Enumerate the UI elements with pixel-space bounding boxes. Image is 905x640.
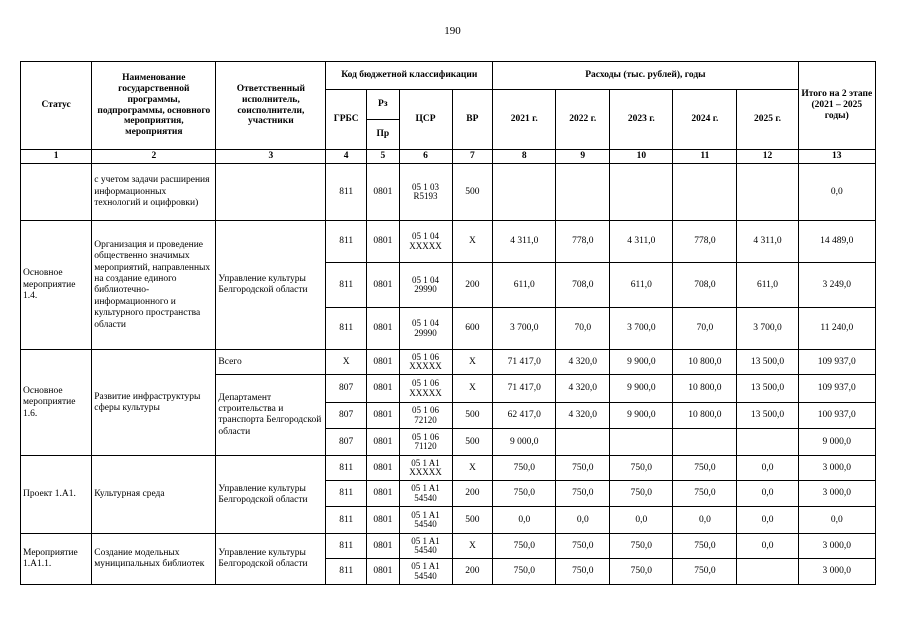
value-2022: 750,0 xyxy=(556,456,610,481)
value-2021: 611,0 xyxy=(493,263,556,308)
value-2021: 71 417,0 xyxy=(493,375,556,403)
value-2024: 750,0 xyxy=(673,559,737,585)
value-2023: 750,0 xyxy=(610,559,673,585)
rzpr-cell: 0801 xyxy=(367,164,400,221)
value-2024 xyxy=(673,429,737,456)
value-2021: 4 311,0 xyxy=(493,221,556,263)
csr-cell: 05 1 A1 54540 xyxy=(399,559,452,585)
budget-table xyxy=(20,61,876,585)
rzpr-cell: 0801 xyxy=(367,375,400,403)
csr-cell: 05 1 A1 XXXXX xyxy=(399,456,452,481)
header-rz: Рз xyxy=(367,90,400,120)
rzpr-cell: 0801 xyxy=(367,534,400,559)
value-2024: 70,0 xyxy=(673,308,737,350)
value-2021: 71 417,0 xyxy=(493,350,556,375)
value-2023: 9 900,0 xyxy=(610,375,673,403)
csr-cell: 05 1 04 XXXXX xyxy=(399,221,452,263)
value-2025: 3 700,0 xyxy=(737,308,798,350)
total-cell: 3 000,0 xyxy=(798,559,875,585)
vr-cell: X xyxy=(452,375,493,403)
csr-cell: 05 1 A1 54540 xyxy=(399,481,452,507)
col-number: 12 xyxy=(737,150,798,164)
responsible-cell: Департамент строительства и транспорта Белгородской области xyxy=(216,375,326,456)
value-2021: 750,0 xyxy=(493,559,556,585)
table-row xyxy=(21,221,876,263)
grbs-cell: 811 xyxy=(326,481,367,507)
rzpr-cell: 0801 xyxy=(367,456,400,481)
value-2022: 4 320,0 xyxy=(556,350,610,375)
csr-cell: 05 1 06 XXXXX xyxy=(399,350,452,375)
responsible-cell: Управление культуры Белгородской области xyxy=(216,534,326,585)
vr-cell: 500 xyxy=(452,507,493,534)
value-2021: 3 700,0 xyxy=(493,308,556,350)
grbs-cell: X xyxy=(326,350,367,375)
total-cell: 14 489,0 xyxy=(798,221,875,263)
header-2024: 2024 г. xyxy=(673,90,737,150)
value-2023: 611,0 xyxy=(610,263,673,308)
header-2022: 2022 г. xyxy=(556,90,610,150)
grbs-cell: 811 xyxy=(326,534,367,559)
rzpr-cell: 0801 xyxy=(367,263,400,308)
grbs-cell: 807 xyxy=(326,375,367,403)
header-expenses: Расходы (тыс. рублей), годы xyxy=(493,62,798,90)
vr-cell: 500 xyxy=(452,429,493,456)
value-2024: 10 800,0 xyxy=(673,403,737,429)
value-2025: 0,0 xyxy=(737,481,798,507)
vr-cell: X xyxy=(452,350,493,375)
rzpr-cell: 0801 xyxy=(367,429,400,456)
grbs-cell: 811 xyxy=(326,559,367,585)
value-2025 xyxy=(737,429,798,456)
total-cell: 3 000,0 xyxy=(798,456,875,481)
col-number: 8 xyxy=(493,150,556,164)
header-total: Итого на 2 этапе (2021 – 2025 годы) xyxy=(798,62,875,150)
header-csr: ЦСР xyxy=(399,90,452,150)
csr-cell: 05 1 06 XXXXX xyxy=(399,375,452,403)
name-cell: с учетом задачи расширения информационных технологий и оцифровки) xyxy=(92,164,216,221)
name-cell: Развитие инфраструктуры сферы культуры xyxy=(92,350,216,456)
header-responsible: Ответственный исполнитель, соисполнители, участники xyxy=(216,62,326,150)
value-2021: 0,0 xyxy=(493,507,556,534)
column-numbers-row xyxy=(21,150,876,164)
value-2022: 70,0 xyxy=(556,308,610,350)
csr-cell: 05 1 A1 54540 xyxy=(399,507,452,534)
value-2022: 750,0 xyxy=(556,481,610,507)
header-status: Статус xyxy=(21,62,92,150)
value-2025: 4 311,0 xyxy=(737,221,798,263)
value-2023: 9 900,0 xyxy=(610,350,673,375)
vr-cell: 200 xyxy=(452,263,493,308)
responsible-cell: Всего xyxy=(216,350,326,375)
value-2021 xyxy=(493,164,556,221)
grbs-cell: 811 xyxy=(326,456,367,481)
value-2023: 3 700,0 xyxy=(610,308,673,350)
total-cell: 109 937,0 xyxy=(798,375,875,403)
value-2024: 0,0 xyxy=(673,507,737,534)
status-cell xyxy=(21,164,92,221)
value-2023: 750,0 xyxy=(610,481,673,507)
page-number: 190 xyxy=(444,25,461,37)
value-2025: 0,0 xyxy=(737,534,798,559)
value-2025: 0,0 xyxy=(737,507,798,534)
table-row xyxy=(21,350,876,375)
value-2021: 62 417,0 xyxy=(493,403,556,429)
header-vr: ВР xyxy=(452,90,493,150)
status-cell: Проект 1.А1. xyxy=(21,456,92,534)
grbs-cell: 807 xyxy=(326,429,367,456)
value-2023: 0,0 xyxy=(610,507,673,534)
col-number: 10 xyxy=(610,150,673,164)
rzpr-cell: 0801 xyxy=(367,221,400,263)
total-cell: 100 937,0 xyxy=(798,403,875,429)
grbs-cell: 811 xyxy=(326,308,367,350)
col-number: 7 xyxy=(452,150,493,164)
value-2024: 10 800,0 xyxy=(673,350,737,375)
vr-cell: X xyxy=(452,221,493,263)
value-2022: 778,0 xyxy=(556,221,610,263)
value-2022 xyxy=(556,164,610,221)
total-cell: 3 000,0 xyxy=(798,481,875,507)
vr-cell: X xyxy=(452,456,493,481)
col-number: 9 xyxy=(556,150,610,164)
header-2025: 2025 г. xyxy=(737,90,798,150)
col-number: 1 xyxy=(21,150,92,164)
value-2024: 778,0 xyxy=(673,221,737,263)
header-2023: 2023 г. xyxy=(610,90,673,150)
vr-cell: 200 xyxy=(452,481,493,507)
header-budget-code: Код бюджетной классификации xyxy=(326,62,493,90)
table-row xyxy=(21,534,876,559)
vr-cell: X xyxy=(452,534,493,559)
header-name: Наименование государственной программы, подпрограммы, основного мероприятия, мероприятия xyxy=(92,62,216,150)
value-2021: 750,0 xyxy=(493,456,556,481)
header-pr: Пр xyxy=(367,120,400,150)
value-2023: 750,0 xyxy=(610,534,673,559)
vr-cell: 500 xyxy=(452,164,493,221)
grbs-cell: 811 xyxy=(326,507,367,534)
value-2022: 4 320,0 xyxy=(556,403,610,429)
value-2021: 750,0 xyxy=(493,534,556,559)
value-2023: 9 900,0 xyxy=(610,403,673,429)
header-grbs: ГРБС xyxy=(326,90,367,150)
status-cell: Мероприятие 1.А1.1. xyxy=(21,534,92,585)
total-cell: 3 249,0 xyxy=(798,263,875,308)
rzpr-cell: 0801 xyxy=(367,308,400,350)
value-2023: 750,0 xyxy=(610,456,673,481)
value-2025 xyxy=(737,164,798,221)
value-2024: 750,0 xyxy=(673,481,737,507)
value-2022: 750,0 xyxy=(556,559,610,585)
csr-cell: 05 1 04 29990 xyxy=(399,263,452,308)
csr-cell: 05 1 06 71120 xyxy=(399,429,452,456)
value-2024: 750,0 xyxy=(673,456,737,481)
rzpr-cell: 0801 xyxy=(367,559,400,585)
total-cell: 0,0 xyxy=(798,164,875,221)
total-cell: 3 000,0 xyxy=(798,534,875,559)
responsible-cell: Управление культуры Белгородской области xyxy=(216,456,326,534)
table-row xyxy=(21,456,876,481)
value-2024: 10 800,0 xyxy=(673,375,737,403)
col-number: 3 xyxy=(216,150,326,164)
value-2023: 4 311,0 xyxy=(610,221,673,263)
value-2023 xyxy=(610,429,673,456)
csr-cell: 05 1 03 R5193 xyxy=(399,164,452,221)
name-cell: Организация и проведение общественно значимых мероприятий, направленных на создание единого библиотечно-информационного и культурного пространства области xyxy=(92,221,216,350)
value-2025: 611,0 xyxy=(737,263,798,308)
grbs-cell: 811 xyxy=(326,221,367,263)
table-row xyxy=(21,164,876,221)
col-number: 2 xyxy=(92,150,216,164)
value-2025: 13 500,0 xyxy=(737,375,798,403)
responsible-cell xyxy=(216,164,326,221)
vr-cell: 600 xyxy=(452,308,493,350)
value-2025: 13 500,0 xyxy=(737,350,798,375)
value-2022: 4 320,0 xyxy=(556,375,610,403)
value-2021: 750,0 xyxy=(493,481,556,507)
value-2024: 750,0 xyxy=(673,534,737,559)
value-2022: 750,0 xyxy=(556,534,610,559)
value-2022: 0,0 xyxy=(556,507,610,534)
grbs-cell: 811 xyxy=(326,164,367,221)
csr-cell: 05 1 04 29990 xyxy=(399,308,452,350)
grbs-cell: 807 xyxy=(326,403,367,429)
total-cell: 0,0 xyxy=(798,507,875,534)
col-number: 13 xyxy=(798,150,875,164)
value-2022 xyxy=(556,429,610,456)
rzpr-cell: 0801 xyxy=(367,350,400,375)
csr-cell: 05 1 06 72120 xyxy=(399,403,452,429)
total-cell: 11 240,0 xyxy=(798,308,875,350)
col-number: 6 xyxy=(399,150,452,164)
value-2024: 708,0 xyxy=(673,263,737,308)
name-cell: Культурная среда xyxy=(92,456,216,534)
value-2024 xyxy=(673,164,737,221)
grbs-cell: 811 xyxy=(326,263,367,308)
rzpr-cell: 0801 xyxy=(367,507,400,534)
total-cell: 9 000,0 xyxy=(798,429,875,456)
col-number: 4 xyxy=(326,150,367,164)
status-cell: Основное мероприятие 1.4. xyxy=(21,221,92,350)
vr-cell: 200 xyxy=(452,559,493,585)
value-2025: 0,0 xyxy=(737,456,798,481)
value-2023 xyxy=(610,164,673,221)
vr-cell: 500 xyxy=(452,403,493,429)
rzpr-cell: 0801 xyxy=(367,403,400,429)
col-number: 5 xyxy=(367,150,400,164)
value-2025 xyxy=(737,559,798,585)
responsible-cell: Управление культуры Белгородской области xyxy=(216,221,326,350)
csr-cell: 05 1 A1 54540 xyxy=(399,534,452,559)
col-number: 11 xyxy=(673,150,737,164)
header-2021: 2021 г. xyxy=(493,90,556,150)
status-cell: Основное мероприятие 1.6. xyxy=(21,350,92,456)
name-cell: Создание модельных муниципальных библиотек xyxy=(92,534,216,585)
value-2021: 9 000,0 xyxy=(493,429,556,456)
total-cell: 109 937,0 xyxy=(798,350,875,375)
rzpr-cell: 0801 xyxy=(367,481,400,507)
value-2022: 708,0 xyxy=(556,263,610,308)
value-2025: 13 500,0 xyxy=(737,403,798,429)
